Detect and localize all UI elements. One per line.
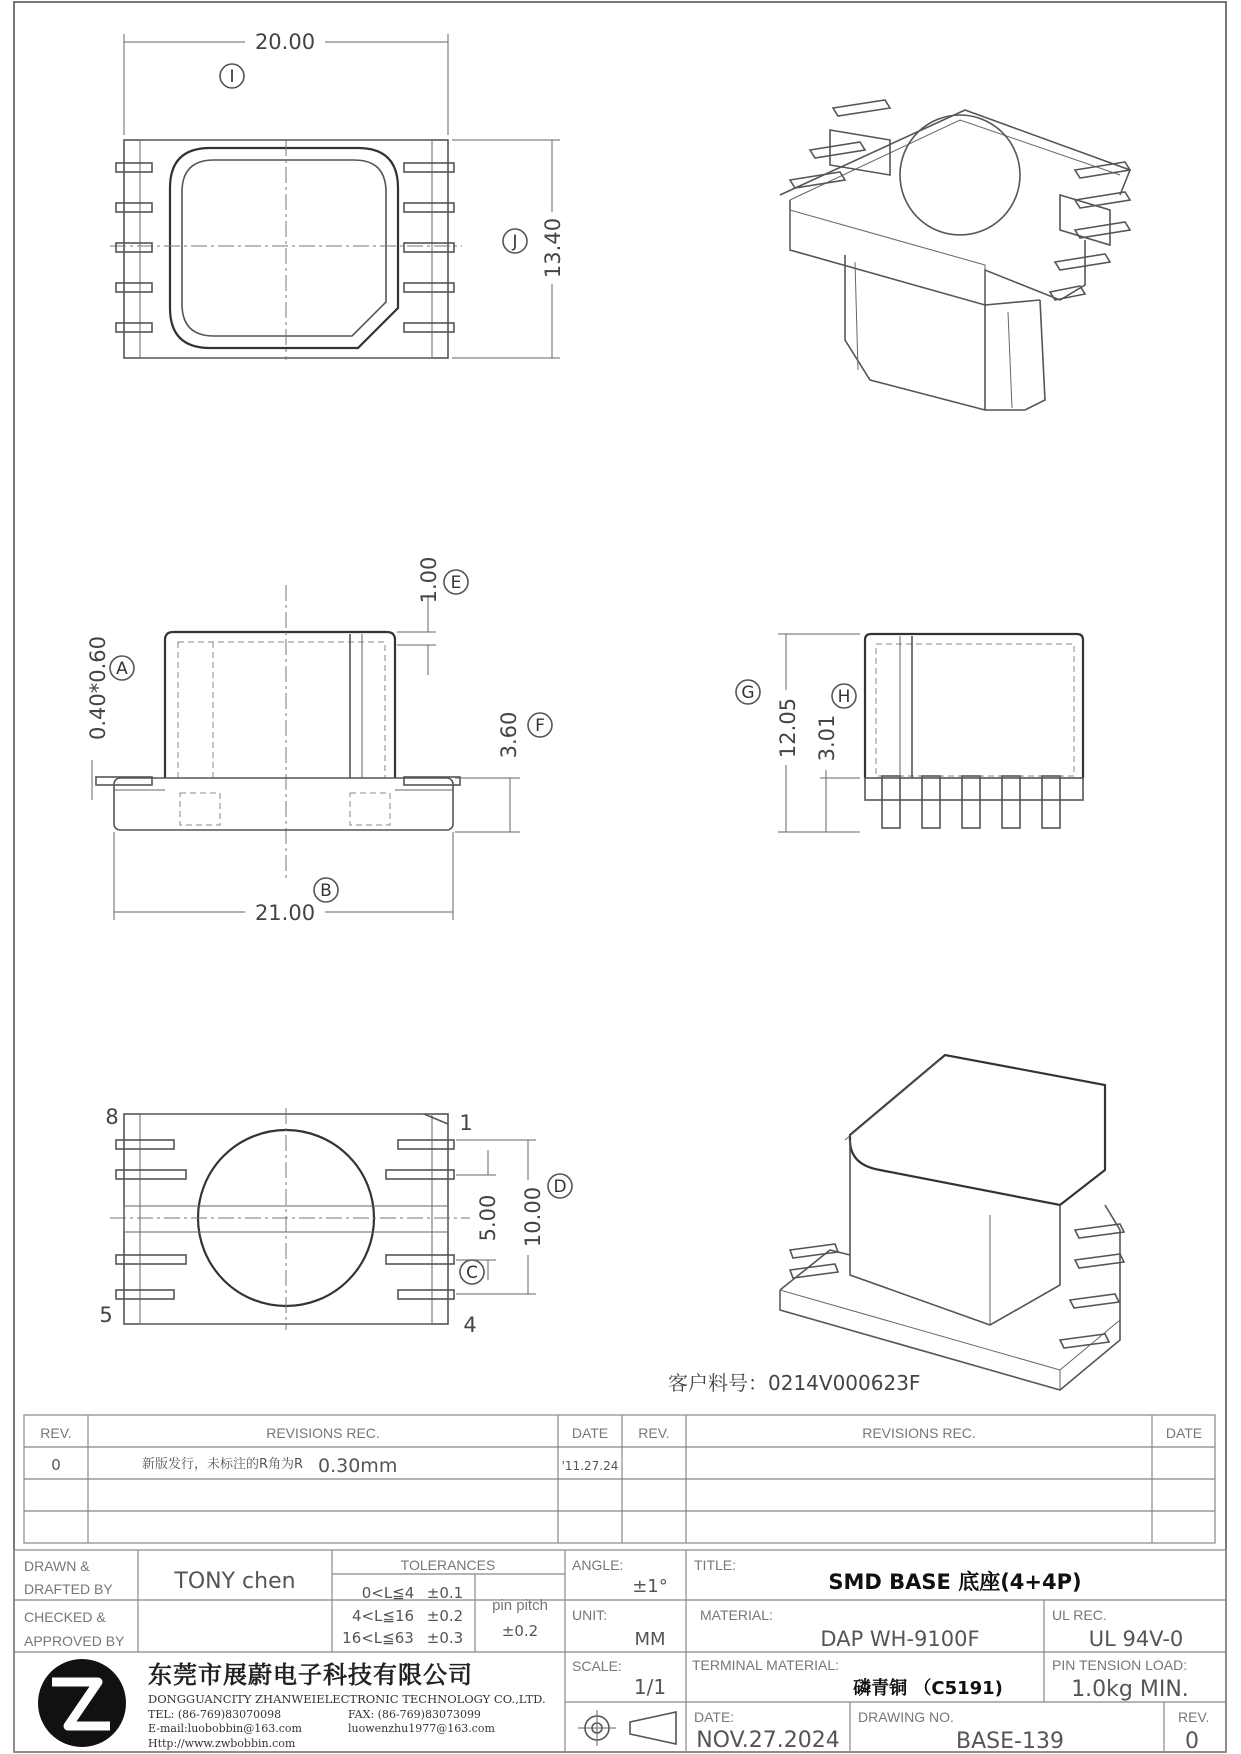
pin-tension-label: PIN TENSION LOAD: — [1052, 1657, 1188, 1673]
drawing-number-value: BASE-139 — [956, 1729, 1064, 1754]
tag-e: E — [450, 573, 462, 593]
dim-width-20: 20.00 — [254, 30, 316, 54]
angle-value: ±1° — [632, 1576, 668, 1597]
rev-header-left: REV. — [40, 1425, 72, 1441]
material-value: DAP WH-9100F — [820, 1627, 980, 1651]
revisions-header-left: REVISIONS REC. — [266, 1425, 380, 1441]
rev-header-right: REV. — [638, 1425, 670, 1441]
customer-part-number: 客户料号：0214V000623F — [668, 1371, 921, 1395]
pin-tension-value: 1.0kg MIN. — [1071, 1677, 1189, 1702]
dim-total-height-12-05: 12.05 — [776, 697, 800, 759]
title-label: TITLE: — [694, 1557, 737, 1573]
tag-g: G — [741, 683, 755, 703]
revision-row-value: 0.30mm — [318, 1455, 398, 1477]
terminal-material-label: TERMINAL MATERIAL: — [692, 1657, 840, 1673]
company-fax: FAX: (86-769)83073099 — [348, 1708, 481, 1721]
date-value: NOV.27.2024 — [696, 1728, 840, 1753]
revision-row-rev: 0 — [51, 1456, 61, 1474]
top-view — [110, 30, 565, 360]
pin-pitch-label: pin pitch — [492, 1597, 548, 1614]
terminal-material-value: 磷青铜 （C5191) — [853, 1678, 1003, 1699]
tolerance-range-2: 4<L≦16 — [351, 1607, 415, 1625]
projection-symbol — [578, 1710, 676, 1746]
tag-a: A — [116, 659, 128, 679]
revision-table — [24, 1415, 1215, 1543]
unit-value: MM — [634, 1629, 666, 1650]
dim-wall-1-00: 1.00 — [417, 556, 441, 604]
sheet-border — [14, 2, 1226, 1752]
dim-height-13-40: 13.40 — [541, 217, 565, 279]
tolerance-range-3: 16<L≦63 — [342, 1629, 414, 1647]
tolerance-value-2: ±0.2 — [426, 1607, 464, 1625]
tag-b: B — [320, 881, 332, 901]
date-header-left: DATE — [571, 1425, 609, 1441]
side-view — [736, 634, 1083, 832]
tolerance-range-1: 0<L≦4 — [361, 1584, 415, 1602]
drawn-by-name: TONY chen — [174, 1569, 296, 1594]
isometric-view-bottom — [780, 1055, 1124, 1390]
revision-row-date: '11.27.24 — [561, 1459, 619, 1473]
dim-outer-10-00: 10.00 — [521, 1186, 545, 1248]
bottom-view — [99, 1105, 572, 1337]
isometric-view-top — [780, 100, 1130, 410]
tag-d: D — [553, 1177, 567, 1197]
tolerance-value-1: ±0.1 — [426, 1584, 464, 1602]
scale-value: 1/1 — [633, 1675, 667, 1699]
tag-f: F — [535, 716, 545, 736]
pin-label-5: 5 — [99, 1303, 113, 1327]
ul-rec-value: UL 94V-0 — [1088, 1627, 1184, 1651]
rev-label: REV. — [1178, 1709, 1210, 1725]
angle-label: ANGLE: — [572, 1557, 624, 1573]
drawn-by-label-1: DRAWN & — [24, 1558, 90, 1574]
company-name-en: DONGGUANCITY ZHANWEIELECTRONIC TECHNOLOGY CO.,LTD. — [148, 1692, 546, 1706]
dim-inner-5-00: 5.00 — [476, 1194, 500, 1242]
tag-j: J — [512, 232, 518, 252]
unit-label: UNIT: — [572, 1607, 607, 1623]
drawing-title: SMD BASE 底座(4+4P) — [828, 1570, 1082, 1594]
checked-label-2: APPROVED BY — [24, 1633, 125, 1649]
tolerances-label: TOLERANCES — [400, 1557, 496, 1573]
tolerance-value-3: ±0.3 — [426, 1629, 464, 1647]
front-view — [86, 557, 552, 925]
pin-label-1: 1 — [459, 1111, 473, 1135]
revision-row-note: 新版发行，未标注的R角为R — [142, 1457, 304, 1472]
pin-pitch-value: ±0.2 — [501, 1622, 539, 1640]
pin-label-4: 4 — [463, 1313, 477, 1337]
company-website: Http://www.zwbobbin.com — [148, 1737, 296, 1750]
company-name-cn: 东莞市展蔚电子科技有限公司 — [148, 1661, 473, 1689]
drawn-by-label-2: DRAFTED BY — [24, 1581, 113, 1597]
date-label: DATE: — [694, 1709, 735, 1725]
scale-label: SCALE: — [572, 1658, 622, 1674]
logo-text: ZW — [0, 0, 2, 1]
material-label: MATERIAL: — [700, 1607, 773, 1623]
dim-base-height-3-01: 3.01 — [815, 714, 839, 762]
ul-rec-label: UL REC. — [1052, 1607, 1107, 1623]
company-tel: TEL: (86-769)83070098 — [148, 1708, 282, 1721]
company-logo — [0, 0, 126, 1747]
dim-pin-section: 0.40*0.60 — [86, 635, 110, 741]
tag-c: C — [466, 1263, 478, 1283]
date-header-right: DATE — [1165, 1425, 1203, 1441]
rev-value: 0 — [1185, 1729, 1199, 1754]
checked-label-1: CHECKED & — [24, 1609, 106, 1625]
tag-i: I — [229, 67, 235, 87]
dim-total-width-21: 21.00 — [254, 901, 316, 925]
dim-flange-3-60: 3.60 — [497, 711, 521, 759]
company-email-2: luowenzhu1977@163.com — [348, 1722, 495, 1735]
pin-label-8: 8 — [105, 1105, 119, 1129]
tag-h: H — [837, 687, 851, 707]
revisions-header-right: REVISIONS REC. — [862, 1425, 976, 1441]
company-email-1: E-mail:luobobbin@163.com — [148, 1722, 302, 1735]
drawing-number-label: DRAWING NO. — [858, 1709, 954, 1725]
